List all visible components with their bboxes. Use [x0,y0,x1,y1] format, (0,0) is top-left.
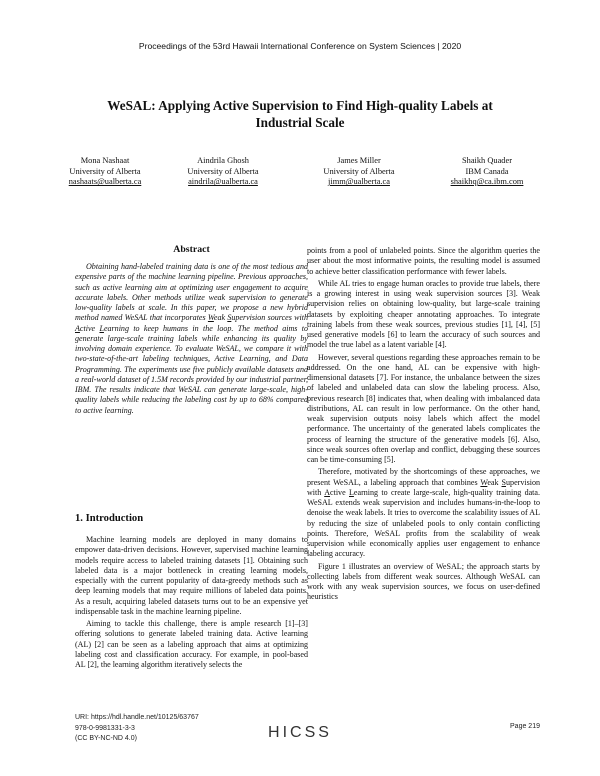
page-number: Page 219 [510,723,540,730]
paragraph: While AL tries to engage human oracles to provide true labels, there is a growing interest in using weak supervision sources [3]. Weak supervision relies on obtaining low-quality, but large-scale training datasets by exploiting cheaper annotating approaches. To integrate training labels from these weak sources, previous studies [1], [4], [5] used generative models [6] to learn the accuracy of such sources and model the true label as a latent variable [4]. [307,278,540,350]
paragraph-part: ctive [330,487,349,497]
acronym-letter: L [99,323,104,333]
section-heading-introduction: 1. Introduction [75,513,144,524]
author-affiliation: University of Alberta [323,166,395,176]
footer-uri[interactable]: URI: https://hdl.handle.net/10125/63767 [75,714,199,721]
paragraph-part: to create large-scale, high-quality training data. WeSAL extends weak supervision and includes humans-in-the-loop to denoise the weak labels. It tries to overcome the scalability issues of AL by reducing the size of unlabeled pools to only contain conflicting points. Therefore, WeSAL profits from the scalability of weak supervision while economically applies user engagement to enhance labeling accuracy. [307,487,541,559]
footer-metadata [75,713,199,745]
acronym-letter: L [349,487,354,497]
abstract-text-part: upervision sources with [231,313,308,323]
right-column-body [307,246,540,603]
author-email[interactable]: jimm@ualberta.ca [328,177,390,187]
paragraph-part: earning [353,487,379,497]
author-email[interactable]: nashaats@ualberta.ca [68,177,142,187]
paragraph: Aiming to tackle this challenge, there is ample research [1]–[3] offering solutions to generate labeled training data. Active learning (AL) [2] can be seen as a labeling approach that aims at optimizing labeling cost and classification accuracy. For example, in pool-based AL [2], the learning algorithm iteratively selects the [75,619,308,669]
author-affiliation: IBM Canada [465,166,509,176]
paper-title-line-1: WeSAL: Applying Active Supervision to Find High-quality Labels at [107,98,493,113]
paragraph: Figure 1 illustrates an overview of WeSAL; the approach starts by collecting labels from different weak sources. Although WeSAL can work with any weak supervision sources, we focus on user-defined heuristics [307,561,540,602]
left-column-body [75,535,308,670]
author-name: Mona Nashaat [80,156,130,165]
abstract-text-part: ctive [79,323,96,333]
author-name: Aindrila Ghosh [197,156,249,165]
paragraph: Machine learning models are deployed in many domains to empower data-driven decisions. However, supervised machine learning models require access to labeled training datasets [1]. Obtaining such labeled data is a major bottleneck in creating learning models, especially with the current popularity of data-greedy methods such as deep learning models that may require millions of labeled data points. As a result, acquiring labeled datasets turns out to be an expensive yet indispensable task in the machine learning pipeline. [75,535,308,616]
paper-title-line-2: Industrial Scale [255,115,345,130]
author-3 [294,156,424,188]
author-name: Shaikh Quader [461,156,512,165]
abstract-body [75,262,308,416]
author-1 [40,156,170,188]
proceedings-header: Proceedings of the 53rd Hawaii International Conference on System Sciences | 2020 [138,41,462,51]
author-email[interactable]: aindrila@ualberta.ca [188,177,258,187]
acronym-letter: W [207,313,214,323]
paper-title [60,97,540,131]
acronym-letter: S [227,313,232,323]
author-4 [422,156,552,188]
paragraph: points from a pool of unlabeled points. Since the algorithm queries the user about the most informative points, the resulting model is assumed to achieve better classification performance with fewer labels. [307,246,540,276]
footer-license: (CC BY-NC-ND 4.0) [75,735,137,743]
author-affiliation: University of Alberta [69,166,141,176]
author-affiliation: University of Alberta [187,166,259,176]
author-2 [158,156,288,188]
acronym-letter: A [324,487,331,497]
paragraph: However, several questions regarding these approaches remain to be addressed. On the one hand, AL can be expensive with high-dimensional datasets [7]. For instance, the unbalance between the sizes of labeled and unlabeled data can slow the labeling process. Also, previous research [8] indicates that, when dealing with imbalanced data distributions, AL can result in low performance. On the other hand, weak supervision outputs noisy labels which affect the model performance. The uncertainty of the generated labels complicates the process of learning the structure of the generative models [6]. Also, since weak sources often overlap and conflict, debugging these sources can be time-consuming [5]. [307,352,540,464]
abstract-text-part: to keep humans in the loop. The method aims to generate large-scale training labels while enhancing its quality by involving domain experience. To evaluate WeSAL, we compare it with two-state-of-the-art labeling techniques, Active Learning, and Data Programming. The experiments use five publicly available datasets and a real-world dataset of 1.5M records provided by our industrial partner, IBM. The results indicate that WeSAL can generate large-scale, high-quality labels while reducing the labeling cost by up to 68% compared to active learning. [75,323,309,415]
author-name: James Miller [337,156,381,165]
abstract-heading: Abstract [173,244,210,255]
paragraph-part: eak [487,477,502,487]
acronym-letter: W [480,477,488,487]
abstract-text-part: Obtaining hand-labeled training data is one of the most tedious and expensive parts of the machine learning pipeline. Previous approaches, such as active learning aim at optimizing user engagement to acquire accurate labels. Other methods utilize weak supervision to generate low-quality labels at scale. In this paper, we propose a new hybrid method named WeSAL that incorporates [75,262,308,323]
abstract-text-part: eak [213,313,228,323]
acronym-letter: A [75,323,80,333]
hicss-logo: HICSS [268,724,332,741]
footer-isbn: 978-0-9981331-3-3 [75,724,135,732]
author-block [40,156,560,196]
author-email[interactable]: shaikhq@ca.ibm.com [450,177,524,187]
abstract-text-part: earning [103,323,129,333]
paragraph-part: upervision with [307,477,540,497]
paragraph [307,467,540,559]
paragraph-part: Therefore, motivated by the shortcomings of these approaches, we present WeSAL, a labeling approach that combines [307,467,540,487]
acronym-letter: S [501,477,507,487]
